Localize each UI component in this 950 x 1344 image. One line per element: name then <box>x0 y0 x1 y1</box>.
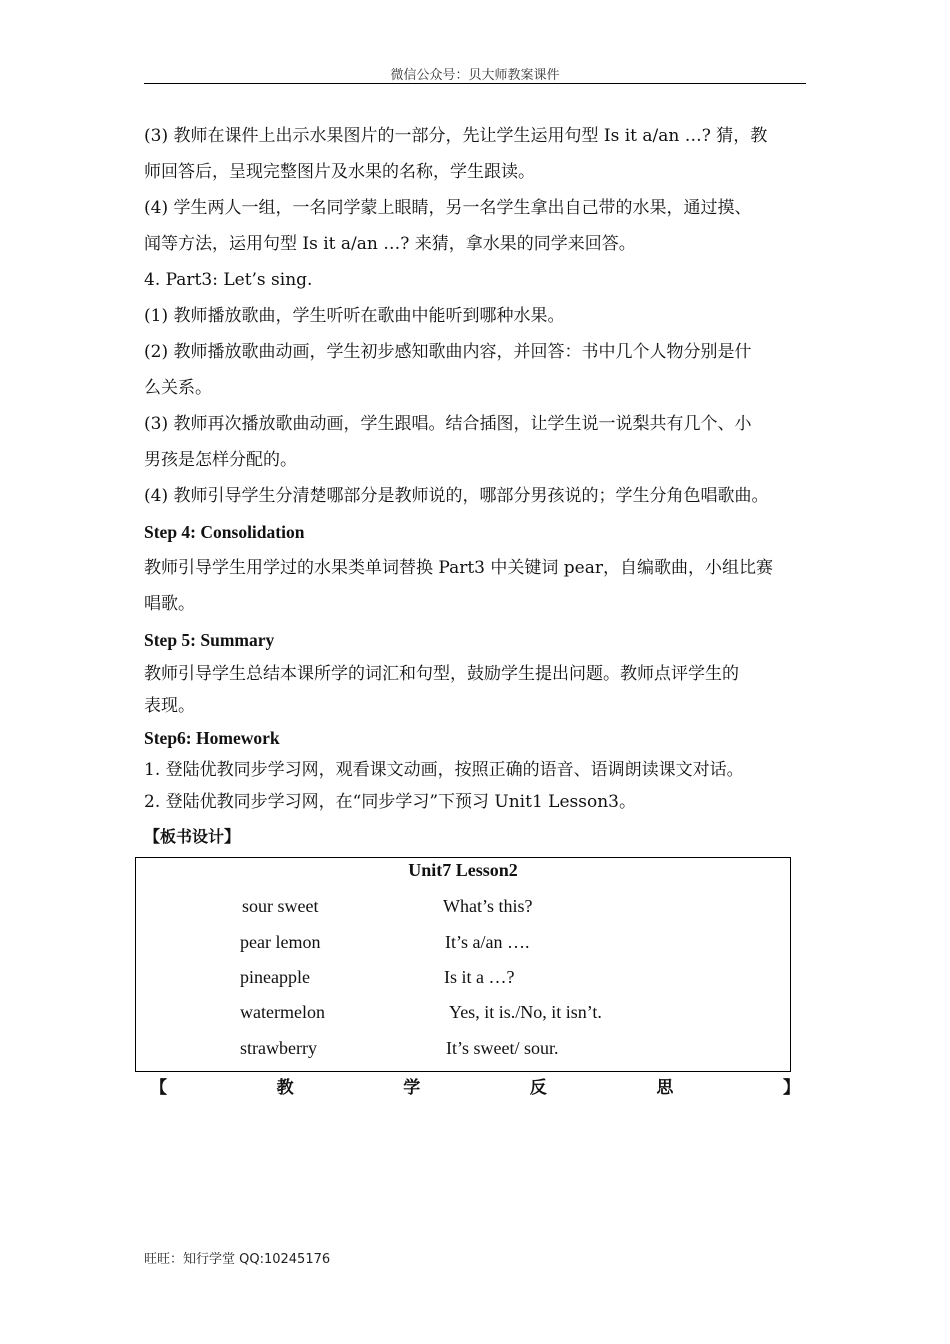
reflection-char: 】 <box>782 1078 800 1098</box>
step4-heading: Step 4: Consolidation <box>144 522 305 542</box>
step6-heading: Step6: Homework <box>144 728 280 748</box>
teaching-reflection-heading <box>150 1073 800 1098</box>
board-sentence: It’s sweet/ sour. <box>446 1038 559 1058</box>
step6-line: 2. 登陆优教同步学习网，在“同步学习”下预习 Unit1 Lesson3。 <box>144 792 636 812</box>
board-word: pineapple <box>240 967 310 987</box>
body-line: 么关系。 <box>144 378 212 398</box>
page-header: 微信公众号：贝大师教案课件 <box>390 68 560 83</box>
step5-line: 教师引导学生总结本课所学的词汇和句型，鼓励学生提出问题。教师点评学生的 <box>144 664 739 684</box>
board-word: strawberry <box>240 1038 317 1058</box>
step5-line: 表现。 <box>144 696 195 716</box>
header-divider <box>144 83 806 84</box>
board-design-heading: 【板书设计】 <box>144 827 241 846</box>
board-word: pear lemon <box>240 932 321 952</box>
reflection-char: 反 <box>529 1078 547 1098</box>
body-line: (2) 教师播放歌曲动画，学生初步感知歌曲内容，并回答：书中几个人物分别是什 <box>144 342 752 362</box>
board-sentence: Is it a …? <box>444 967 515 987</box>
step5-heading: Step 5: Summary <box>144 630 275 650</box>
reflection-char: 教 <box>276 1078 294 1098</box>
step4-line: 唱歌。 <box>144 594 195 614</box>
body-line: (3) 教师再次播放歌曲动画，学生跟唱。结合插图，让学生说一说梨共有几个、小 <box>144 414 752 434</box>
body-line: 男孩是怎样分配的。 <box>144 450 297 470</box>
body-line: 闻等方法，运用句型 Is it a/an …? 来猜，拿水果的同学来回答。 <box>144 234 636 254</box>
reflection-char: 学 <box>403 1078 421 1098</box>
reflection-char: 【 <box>150 1078 167 1098</box>
body-line: (4) 教师引导学生分清楚哪部分是教师说的，哪部分男孩说的；学生分角色唱歌曲。 <box>144 486 769 506</box>
board-sentence: What’s this? <box>443 896 533 916</box>
board-title: Unit7 Lesson2 <box>408 860 518 880</box>
step6-line: 1. 登陆优教同步学习网，观看课文动画，按照正确的语音、语调朗读课文对话。 <box>144 760 744 780</box>
blackboard-design-box <box>135 857 791 1072</box>
body-line: (1) 教师播放歌曲，学生听听在歌曲中能听到哪种水果。 <box>144 306 565 326</box>
reflection-char: 思 <box>656 1078 674 1098</box>
step4-line: 教师引导学生用学过的水果类单词替换 Part3 中关键词 pear，自编歌曲，小组比赛 <box>144 558 773 578</box>
board-sentence: It’s a/an …. <box>445 932 530 952</box>
body-line: (3) 教师在课件上出示水果图片的一部分，先让学生运用句型 Is it a/an …? 猜，教 <box>144 126 768 146</box>
body-line: 4. Part3: Let’s sing. <box>144 270 313 290</box>
board-word: sour sweet <box>242 896 319 916</box>
board-word: watermelon <box>240 1002 325 1022</box>
body-line: (4) 学生两人一组，一名同学蒙上眼睛，另一名学生拿出自己带的水果，通过摸、 <box>144 198 752 218</box>
page-footer: 旺旺：知行学堂 QQ:10245176 <box>144 1252 331 1267</box>
lesson-body <box>144 118 824 854</box>
board-sentence: Yes, it is./No, it isn’t. <box>449 1002 602 1022</box>
body-line: 师回答后，呈现完整图片及水果的名称，学生跟读。 <box>144 162 535 182</box>
